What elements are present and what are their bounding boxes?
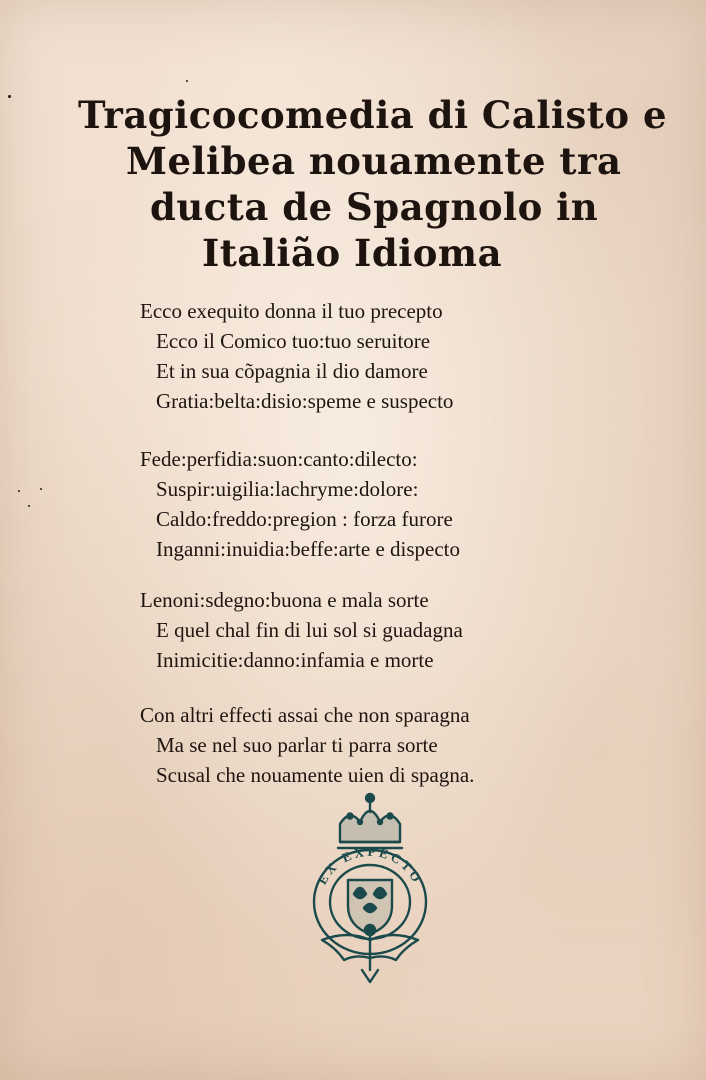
verse-line: Inimicitie:danno:infamia e morte [156, 648, 434, 672]
book-title [78, 92, 667, 276]
eagle-icon [322, 925, 418, 982]
verse-line: Con altri effecti assai che non sparagna [140, 703, 470, 727]
verse-line: Ecco il Comico tuo:tuo seruitore [156, 329, 431, 353]
verse-line: E quel chal fin di lui sol si guadagna [156, 618, 463, 642]
verse-line: Ecco exequito donna il tuo precepto [140, 299, 443, 323]
verse-stanza-4 [140, 700, 610, 790]
ink-speck [28, 505, 30, 507]
verse-line: Lenoni:sdegno:buona e mala sorte [140, 588, 429, 612]
verse-line: Fede:perfidia:suon:canto:dilecto: [140, 447, 418, 471]
verse-line: Ma se nel suo parlar ti parra sorte [156, 733, 438, 757]
verse-line: Caldo:freddo:pregion : forza furore [156, 507, 453, 531]
ink-speck [186, 80, 188, 82]
verse-line: Et in sua cõpagnia il dio damore [156, 359, 428, 383]
ink-speck [18, 490, 20, 492]
library-stamp-emblem [300, 790, 440, 990]
title-line: ducta de Spagnolo in [150, 185, 599, 229]
ink-speck [8, 95, 11, 98]
verse-stanza-2 [140, 444, 610, 564]
crown-icon [338, 794, 402, 848]
stamp-motto: EX EXPECTO [314, 843, 426, 887]
verse-line: Scusal che nouamente uien di spagna. [156, 763, 475, 787]
ink-speck [40, 488, 42, 490]
verse-line: Suspir:uigilia:lachryme:dolore: [156, 477, 419, 501]
verse-stanza-3 [140, 585, 610, 675]
verse-line: Inganni:inuidia:beffe:arte e dispecto [156, 537, 460, 561]
verse-line: Gratia:belta:disio:speme e suspecto [156, 389, 454, 413]
title-line: Italião Idioma [202, 231, 503, 275]
verse-stanza-1 [140, 296, 610, 416]
title-line: Tragicocomedia di Calisto e [78, 93, 667, 137]
title-line: Melibea nouamente tra [126, 139, 622, 183]
